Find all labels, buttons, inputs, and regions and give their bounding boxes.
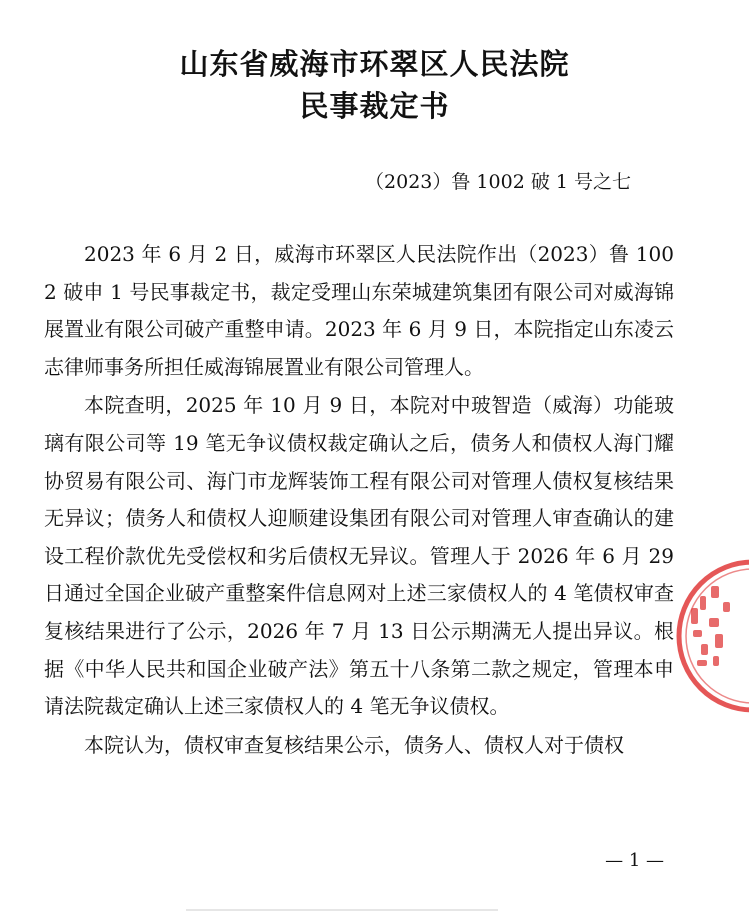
court-title: 山东省威海市环翠区人民法院 [179,47,570,81]
page-number: — 1 — [605,850,664,871]
paragraph-3: 本院认为，债权审查复核结果公示，债务人、债权人对于债权 [84,732,624,757]
court-seal-stamp [673,556,749,716]
document-type-title: 民事裁定书 [299,89,450,123]
page-bottom-edge [186,909,498,911]
paragraph-2: 本院查明，2025 年 10 月 9 日，本院对中玻智造（威海）功能玻璃有限公司等 19 笔无争议债权裁定确认之后，债务人和债权人海门耀协贸易有限公司、海门市龙辉装饰工程有限公司对管理人债权复核结果无异议；债务人和债权人迎顺建设集团有限公司对管理人审查确认的建设工程价款优先受偿权和劣后债权无异议。管理人于 2026 年 6 月 29 日通过全国企业破产重整案件信息网对上述三家债权人的 4 笔债权审查复核结果进行了公示，2026 年 7 月 13 日公示期满无人提出异议。根据《中华人民共和国企业破产法》第五十八条第二款之规定，管理本申请法院裁定确认上述三家债权人的 4 笔无争议债权。 [44,393,674,719]
body-text [44,236,674,764]
paragraph-1: 2023 年 6 月 2 日，威海市环翠区人民法院作出（2023）鲁 1002 破申 1 号民事裁定书，裁定受理山东荣城建筑集团有限公司对威海锦展置业有限公司破产重整申请。2023 年 6 月 9 日，本院指定山东凌云志律师事务所担任威海锦展置业有限公司管理人。 [44,242,674,379]
case-number: （2023）鲁 1002 破 1 号之七 [365,171,631,193]
seal-graphic [673,556,749,716]
